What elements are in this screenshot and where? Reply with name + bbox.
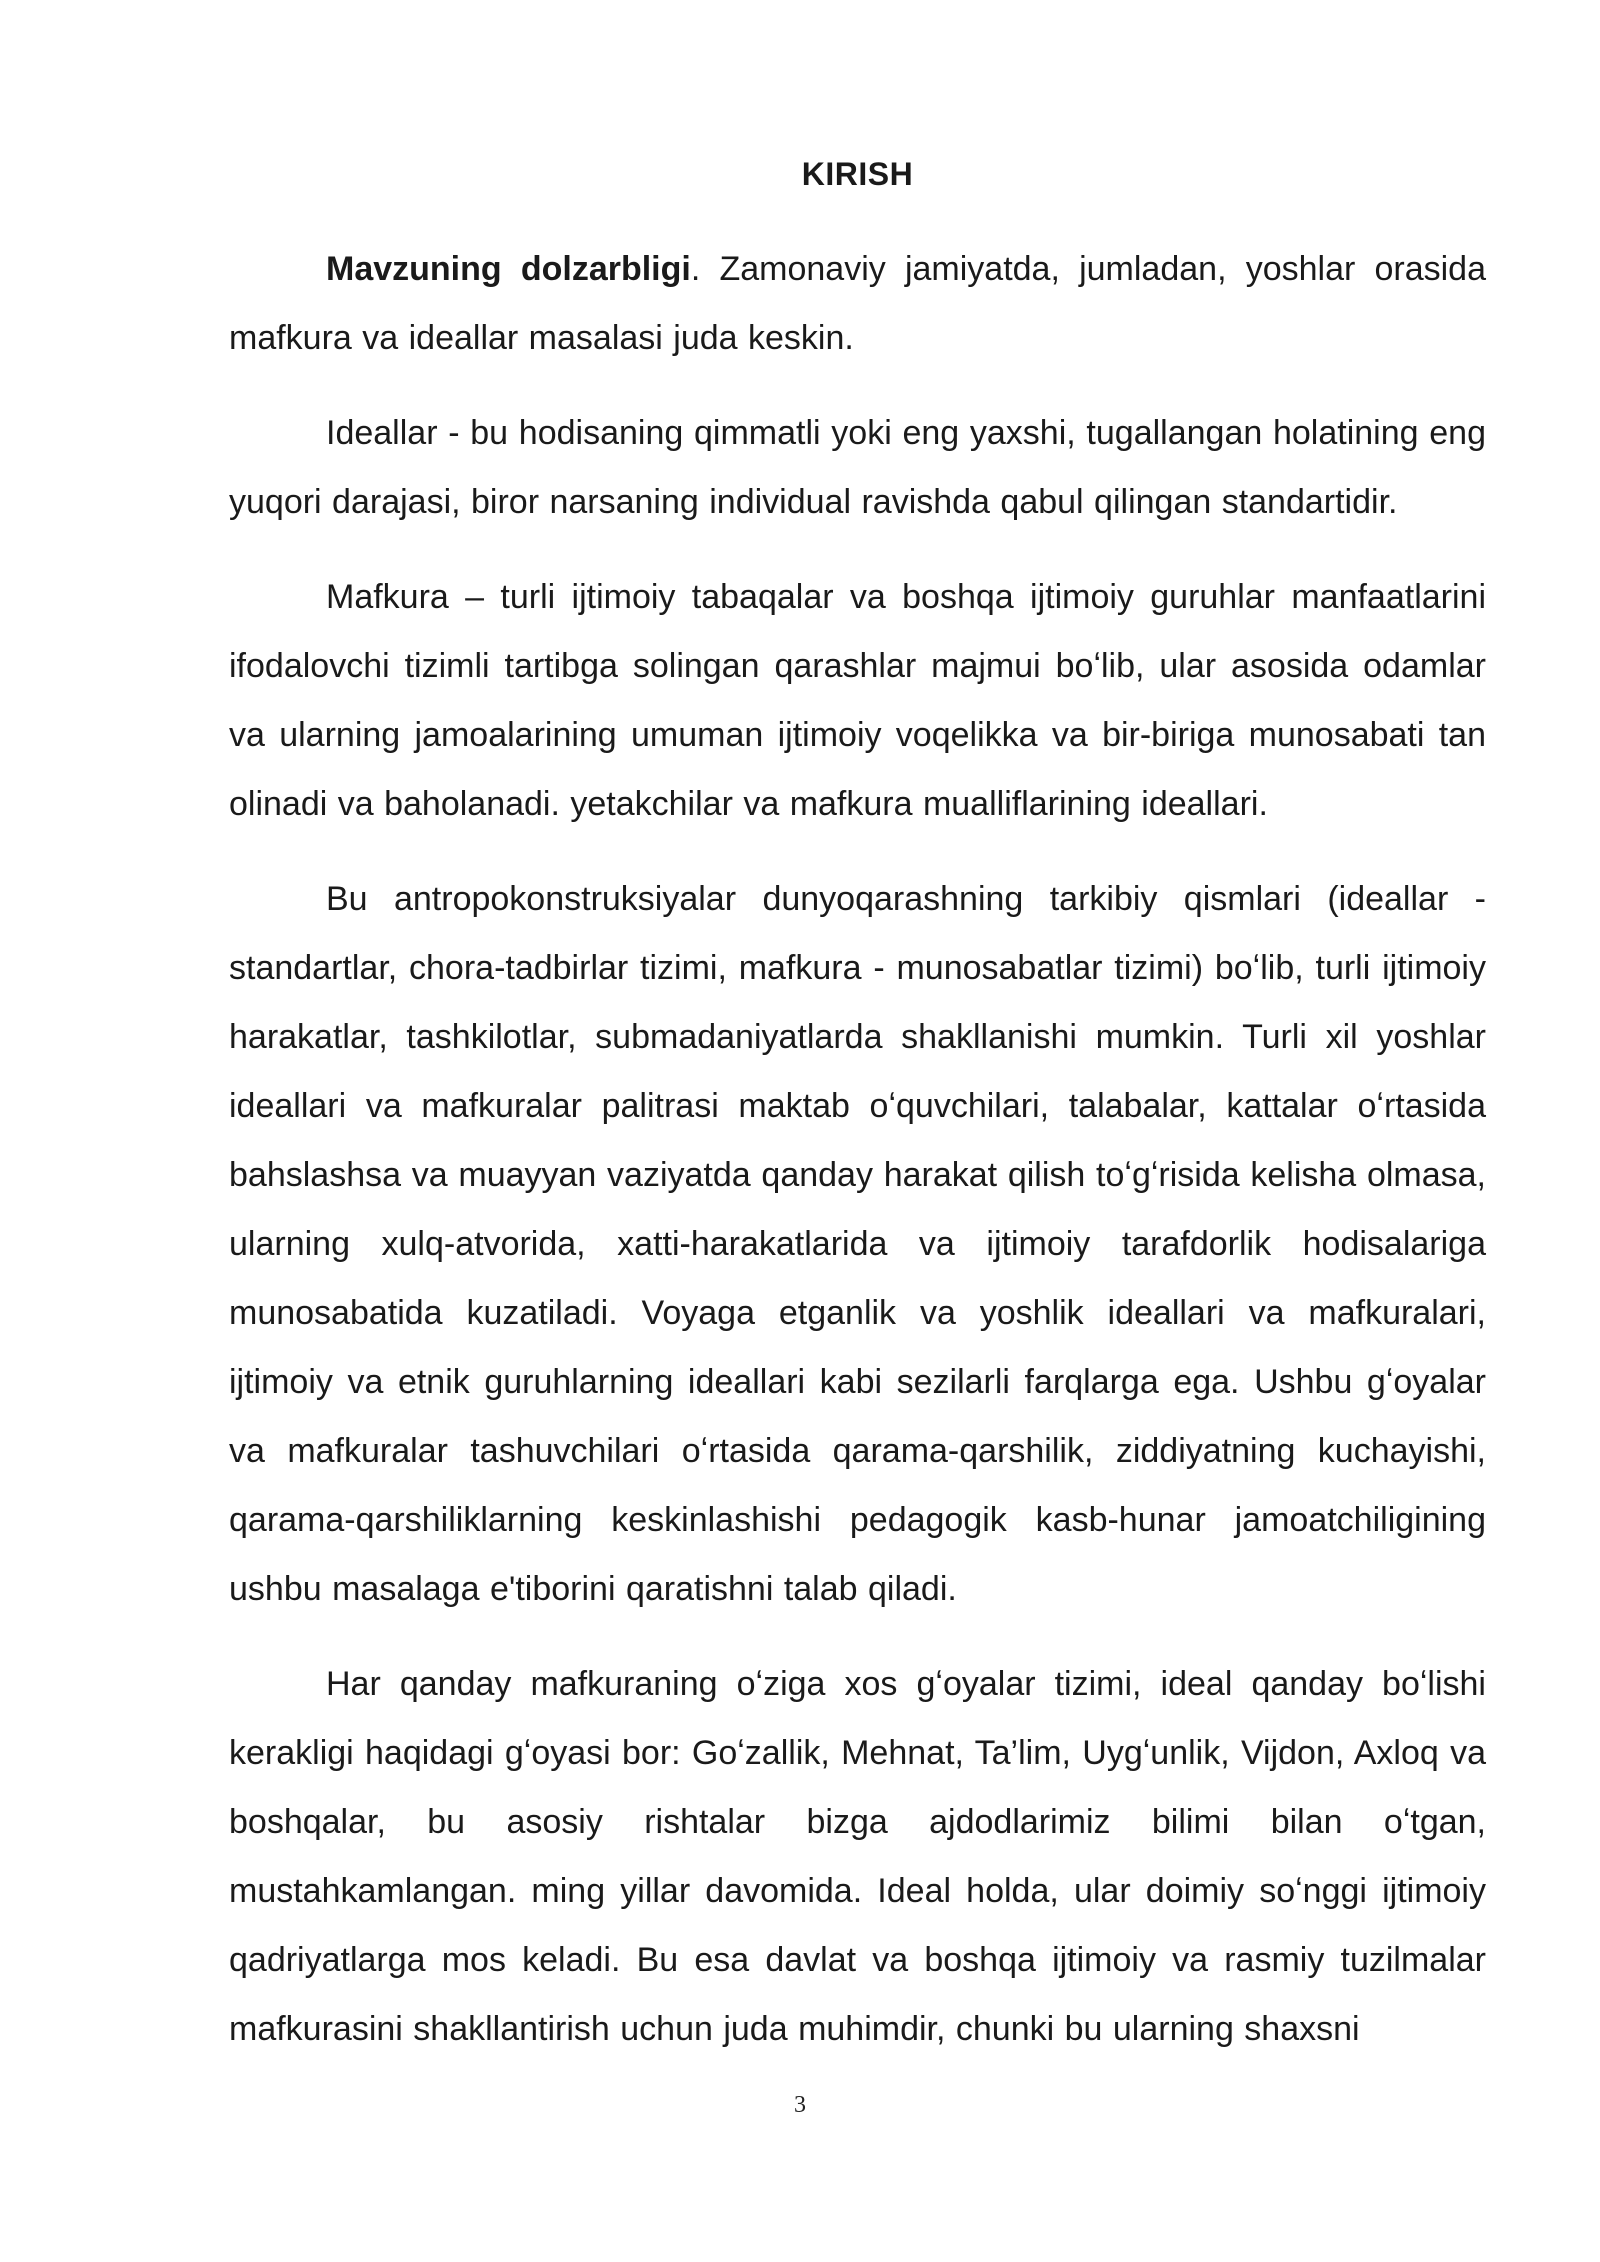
paragraph-text: . Zamonaviy jamiyatda, jumladan, yoshlar orasida mafkura va ideallar masalasi juda keskin. bbox=[229, 250, 1487, 357]
paragraph-relevance bbox=[229, 235, 1486, 373]
page-number: 3 bbox=[794, 2092, 806, 2118]
paragraph-ideals: Ideallar - bu hodisaning qimmatli yoki eng yaxshi, tugallangan holatining eng yuqori darajasi, biror narsaning individual ravishda qabul qilingan standartidir. bbox=[229, 414, 1486, 521]
paragraph-ideology: Mafkura – turli ijtimoiy tabaqalar va boshqa ijtimoiy guruhlar manfaatlarini ifodalovchi tizimli tartibga solingan qarashlar majmui boʻlib, ular asosida odamlar va ularning jamoalarining umuman ijtimoiy voqelikka va bir-biriga munosabati tan olinadi va baholanadi. yetakchilar va mafkura mualliflarining ideallari. bbox=[229, 578, 1486, 823]
page-content bbox=[229, 140, 1486, 2090]
paragraph-idea-system: Har qanday mafkuraning oʻziga xos gʻoyalar tizimi, ideal qanday boʻlishi kerakligi haqidagi gʻoyasi bor: Goʻzallik, Mehnat, Ta’lim, Uygʻunlik, Vijdon, Axloq va boshqalar, bu asosiy rishtalar bizga ajdodlarimiz bilimi bilan oʻtgan, mustahkamlangan. ming yillar davomida. Ideal holda, ular doimiy soʻnggi ijtimoiy qadriyatlarga mos keladi. Bu esa davlat va boshqa ijtimoiy va rasmiy tuzilmalar mafkurasini shakllantirish uchun juda muhimdir, chunki bu ularning shaxsni bbox=[229, 1665, 1486, 2048]
paragraph-lead: Mavzuning dolzarbligi bbox=[326, 250, 691, 288]
section-title: KIRISH bbox=[801, 156, 914, 192]
paragraph-anthropoconstructs: Bu antropokonstruksiyalar dunyoqarashning tarkibiy qismlari (ideallar - standartlar, chora-tadbirlar tizimi, mafkura - munosabatlar tizimi) boʻlib, turli ijtimoiy harakatlar, tashkilotlar, submadaniyatlarda shakllanishi mumkin. Turli xil yoshlar ideallari va mafkuralar palitrasi maktab oʻquvchilari, talabalar, kattalar oʻrtasida bahslashsa va muayyan vaziyatda qanday harakat qilish toʻgʻrisida kelisha olmasa, ularning xulq-atvorida, xatti-harakatlarida va ijtimoiy tarafdorlik hodisalariga munosabatida kuzatiladi. Voyaga etganlik va yoshlik ideallari va mafkuralari, ijtimoiy va etnik guruhlarning ideallari kabi sezilarli farqlarga ega. Ushbu gʻoyalar va mafkuralar tashuvchilari oʻrtasida qarama-qarshilik, ziddiyatning kuchayishi, qarama-qarshiliklarning keskinlashishi pedagogik kasb-hunar jamoatchiligining ushbu masalaga e'tiborini qaratishni talab qiladi. bbox=[229, 880, 1486, 1608]
